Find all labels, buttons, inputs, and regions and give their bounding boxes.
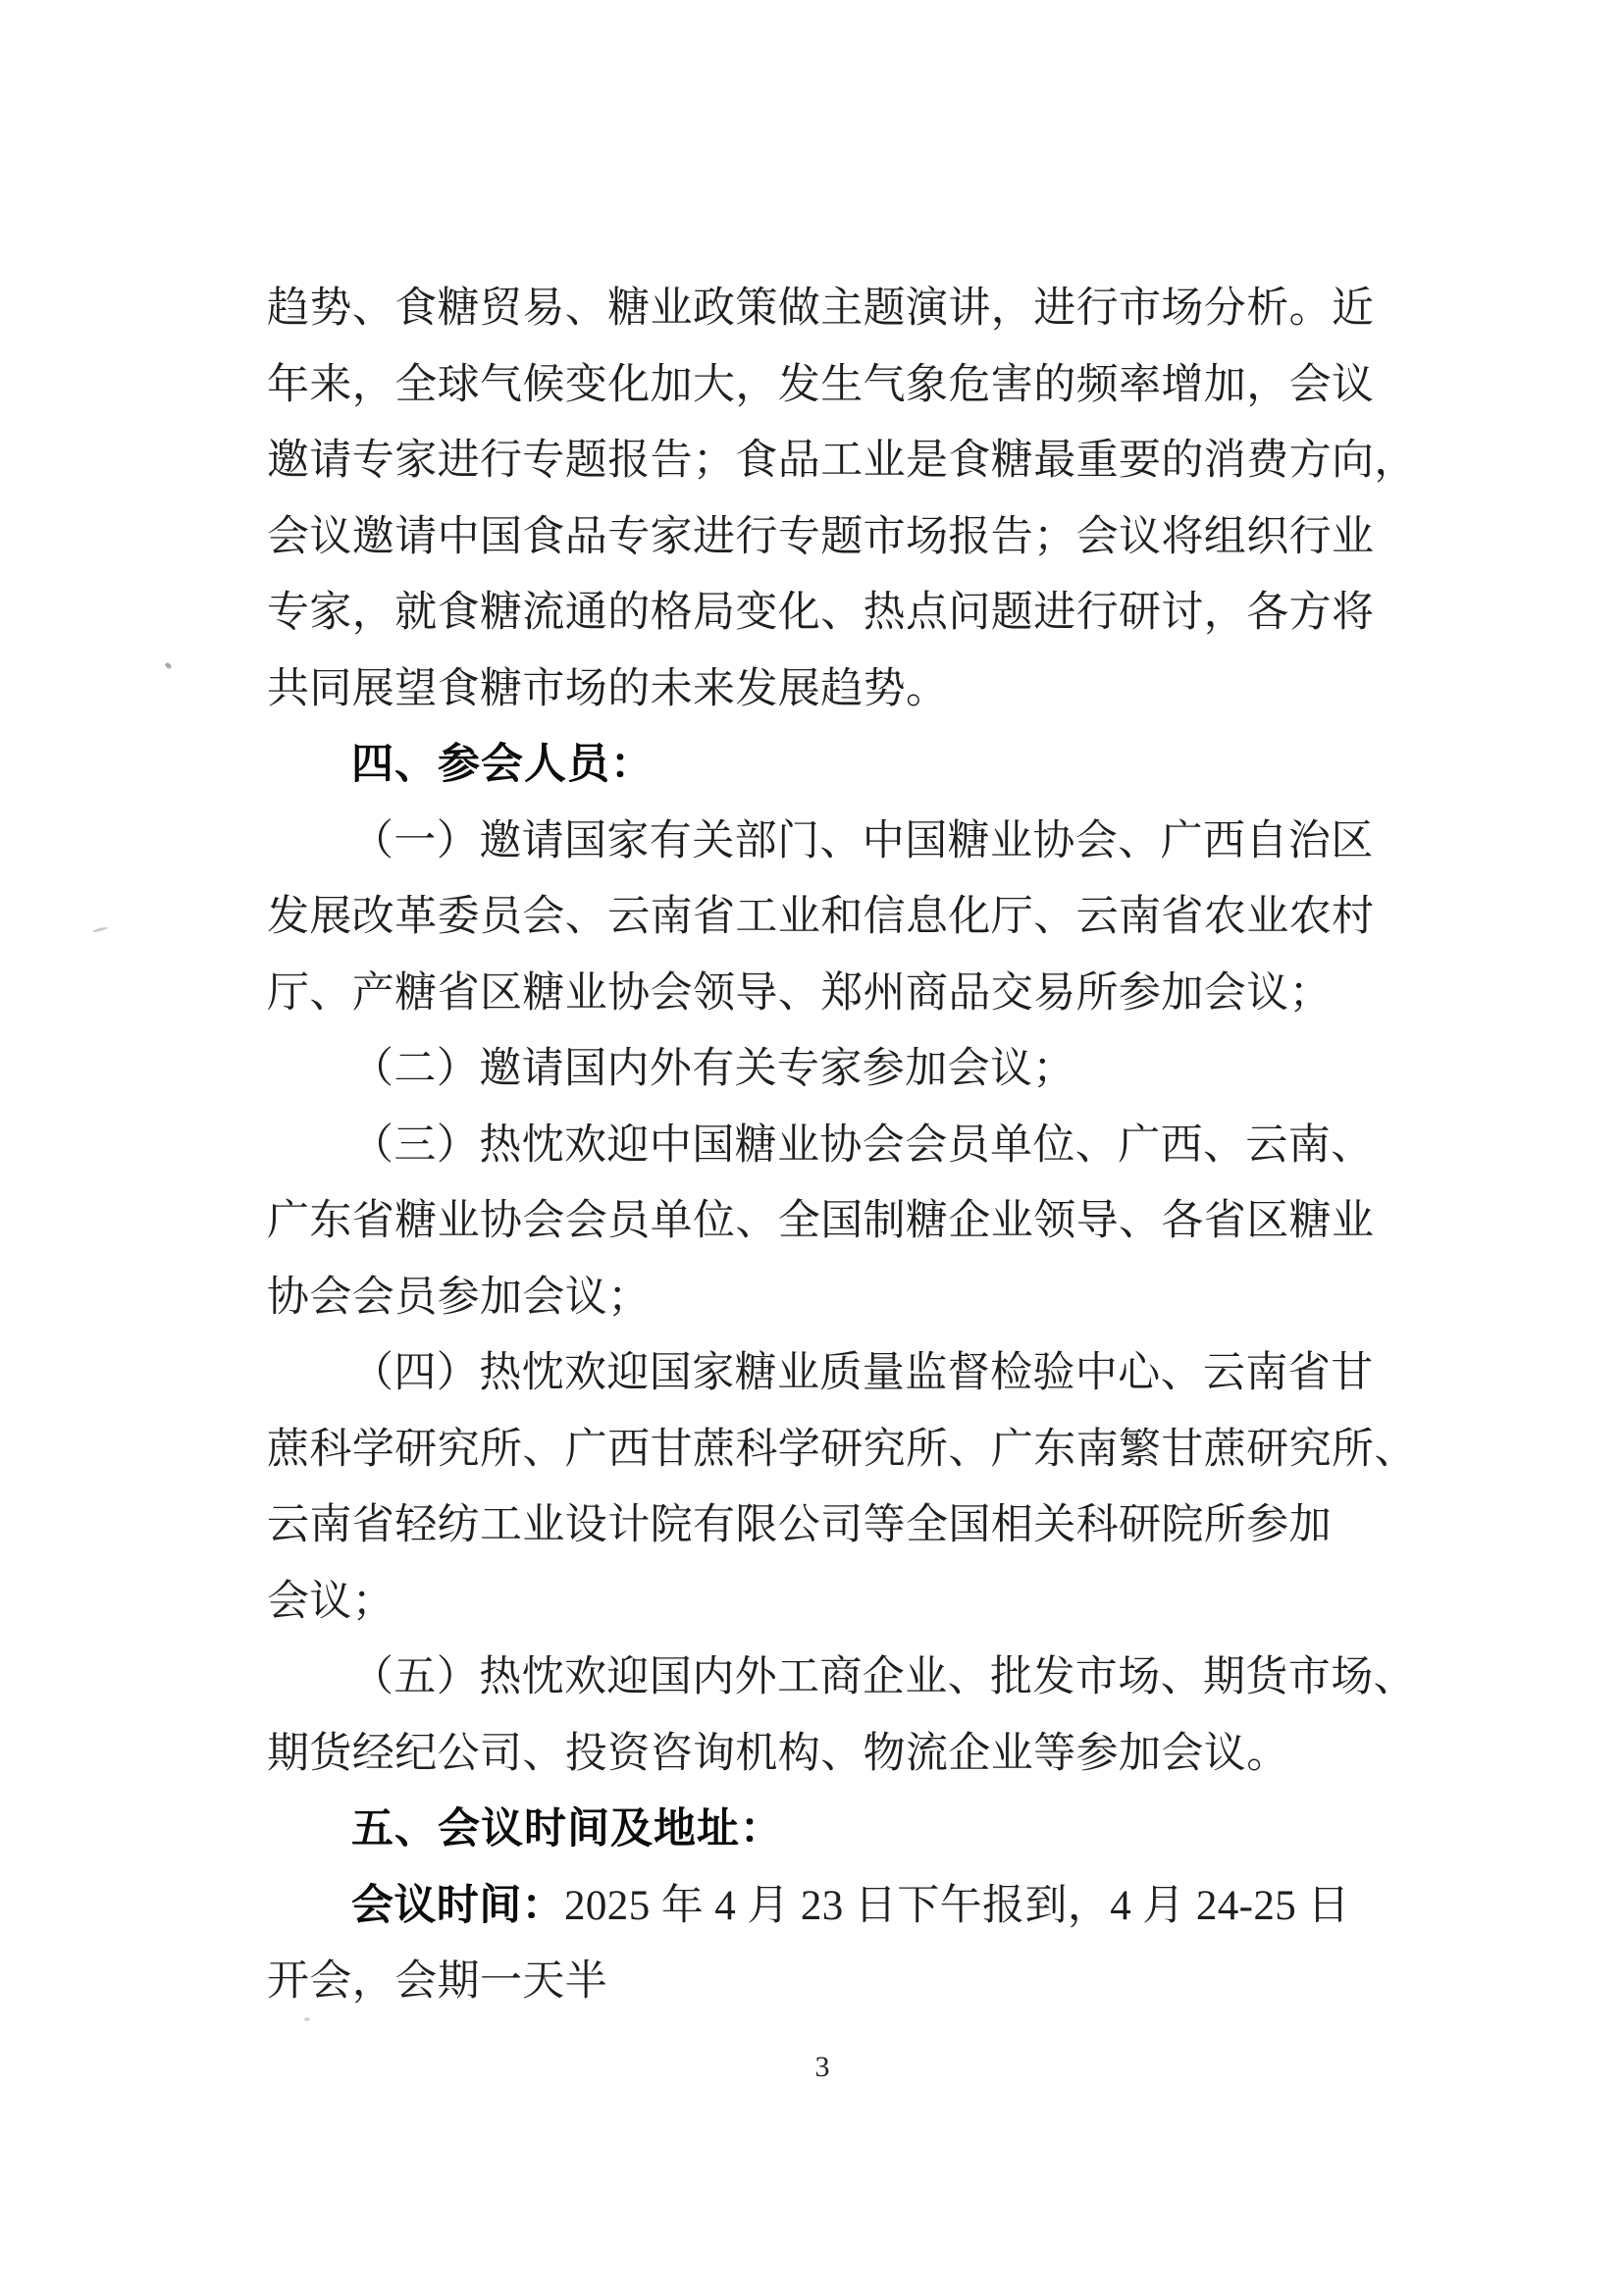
page-number: 3 [814, 2050, 830, 2083]
participants-item-5-line: （五）热忱欢迎国内外工商企业、批发市场、期货市场、 [351, 1654, 1416, 1700]
section-heading-participants: 四、参会人员： [351, 741, 654, 788]
body-line: 邀请专家进行专题报告；食品工业是食糖最重要的消费方向， [267, 438, 1417, 484]
body-line: 趋势、食糖贸易、糖业政策做主题演讲，进行市场分析。近 [267, 286, 1375, 332]
participants-item-4-line: 蔗科学研究所、广西甘蔗科学研究所、广东南繁甘蔗研究所、 [267, 1426, 1417, 1473]
scan-speck [304, 2017, 310, 2021]
participants-item-5-line: 期货经纪公司、投资咨询机构、物流企业等参加会议。 [267, 1730, 1289, 1777]
body-line: 年来，全球气候变化加大，发生气象危害的频率增加，会议 [267, 361, 1375, 408]
meeting-time-line [267, 1868, 1378, 1945]
participants-item-1-line: 厅、产糖省区糖业协会领导、郑州商品交易所参加会议； [267, 969, 1332, 1017]
participants-item-4-line: 会议； [267, 1578, 395, 1625]
body-line: 专家，就食糖流通的格局变化、热点问题进行研讨，各方将 [267, 590, 1375, 636]
scan-speck [92, 926, 108, 933]
participants-item-1-line: 发展改革委员会、云南省工业和信息化厅、云南省农业农村 [267, 894, 1375, 940]
scan-speck [164, 661, 173, 669]
meeting-time-line-2: 开会，会期一天半 [267, 1958, 608, 2005]
document-body [267, 271, 1417, 2089]
participants-item-2-line: （二）邀请国内外有关专家参加会议； [351, 1046, 1075, 1092]
participants-item-4-line: （四）热忱欢迎国家糖业质量监督检验中心、云南省甘 [351, 1350, 1374, 1396]
meeting-time-value: 2025 年 4 月 23 日下午报到，4 月 24-25 日 [564, 1882, 1350, 1929]
body-line: 共同展望食糖市场的未来发展趋势。 [267, 665, 949, 712]
section-heading-time-venue: 五、会议时间及地址： [351, 1805, 783, 1852]
participants-item-3-line: 广东省糖业协会会员单位、全国制糖企业领导、各省区糖业 [267, 1198, 1375, 1244]
body-line: 会议邀请中国食品专家进行专题市场报告；会议将组织行业 [267, 513, 1375, 560]
participants-item-3-line: （三）热忱欢迎中国糖业协会会员单位、广西、云南、 [351, 1122, 1374, 1169]
meeting-time-label: 会议时间： [351, 1881, 564, 1929]
participants-item-4-line: 云南省轻纺工业设计院有限公司等全国相关科研院所参加 [267, 1502, 1332, 1548]
participants-item-1-line: （一）邀请国家有关部门、中国糖业协会、广西自治区 [351, 817, 1374, 864]
participants-item-3-line: 协会会员参加会议； [267, 1274, 651, 1321]
